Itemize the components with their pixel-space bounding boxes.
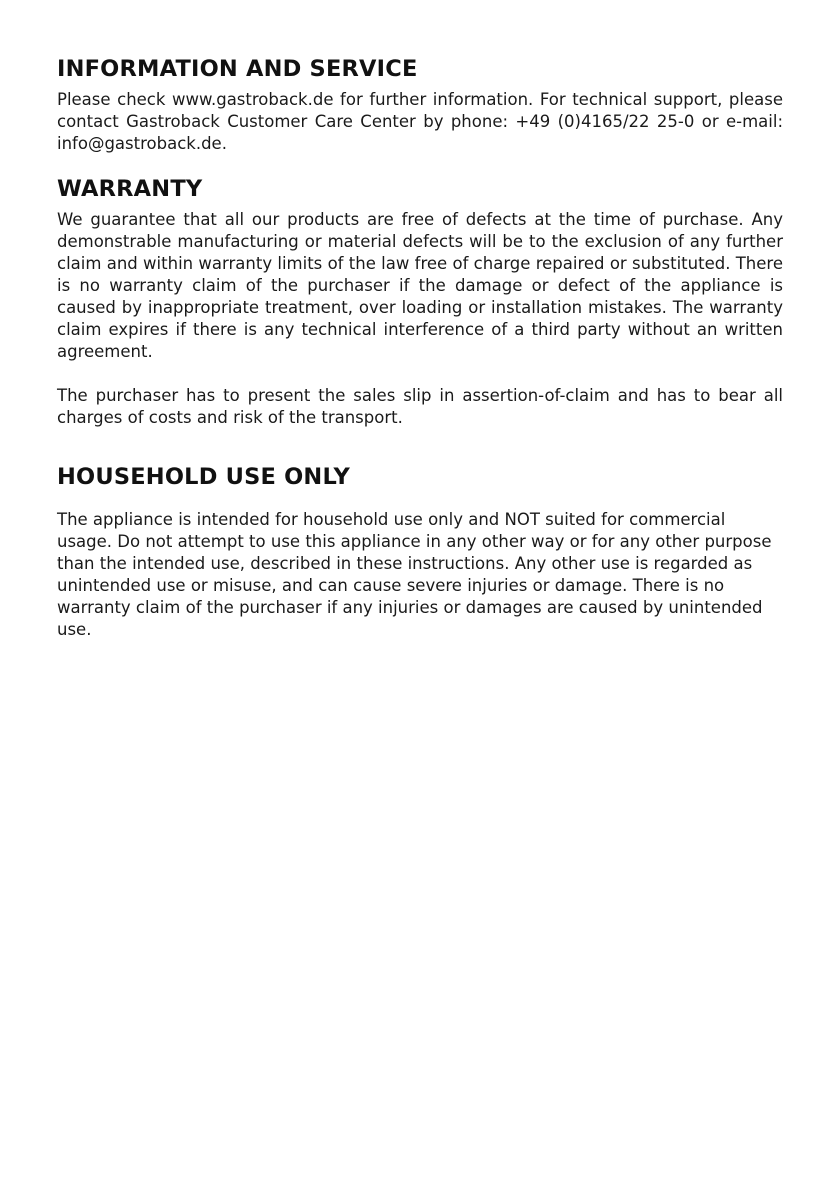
information-and-service-text: Please check www.gastroback.de for further information. For technical support, please contact Gastroback Customer Care Center by phone: +49 (0)4165/22 25-0 or e-mail: info@gastroback.de. bbox=[57, 90, 783, 153]
information-and-service-section bbox=[57, 55, 783, 155]
household-use-only-section bbox=[57, 463, 783, 641]
warranty-text-paragraph-1: We guarantee that all our products are free of defects at the time of purchase. Any demonstrable manufacturing or material defects will be to the exclusion of any further claim and within warranty limits of the law free of charge repaired or substituted. There is no warranty claim of the purchaser if the damage or defect of the appliance is caused by inappropriate treatment, over loading or installation mistakes. The warranty claim expires if there is any technical interference of a third party without an written agreement. bbox=[57, 210, 783, 361]
household-use-only-text: The appliance is intended for household use only and NOT suited for commercial usage. Do not attempt to use this appliance in any other way or for any other purpose than the intended use, described in these instructions. Any other use is regarded as unintended use or misuse, and can cause severe injuries or damage. There is no warranty claim of the purchaser if any injuries or damages are caused by unintended use. bbox=[57, 510, 772, 639]
warranty-text-paragraph-2: The purchaser has to present the sales slip in assertion-of-claim and has to bear all charges of costs and risk of the transport. bbox=[57, 386, 783, 427]
household-use-only-heading: HOUSEHOLD USE ONLY bbox=[57, 464, 350, 490]
document-page bbox=[57, 55, 783, 641]
information-and-service-heading: INFORMATION AND SERVICE bbox=[57, 56, 418, 82]
warranty-heading: WARRANTY bbox=[57, 176, 203, 202]
warranty-section bbox=[57, 175, 783, 429]
